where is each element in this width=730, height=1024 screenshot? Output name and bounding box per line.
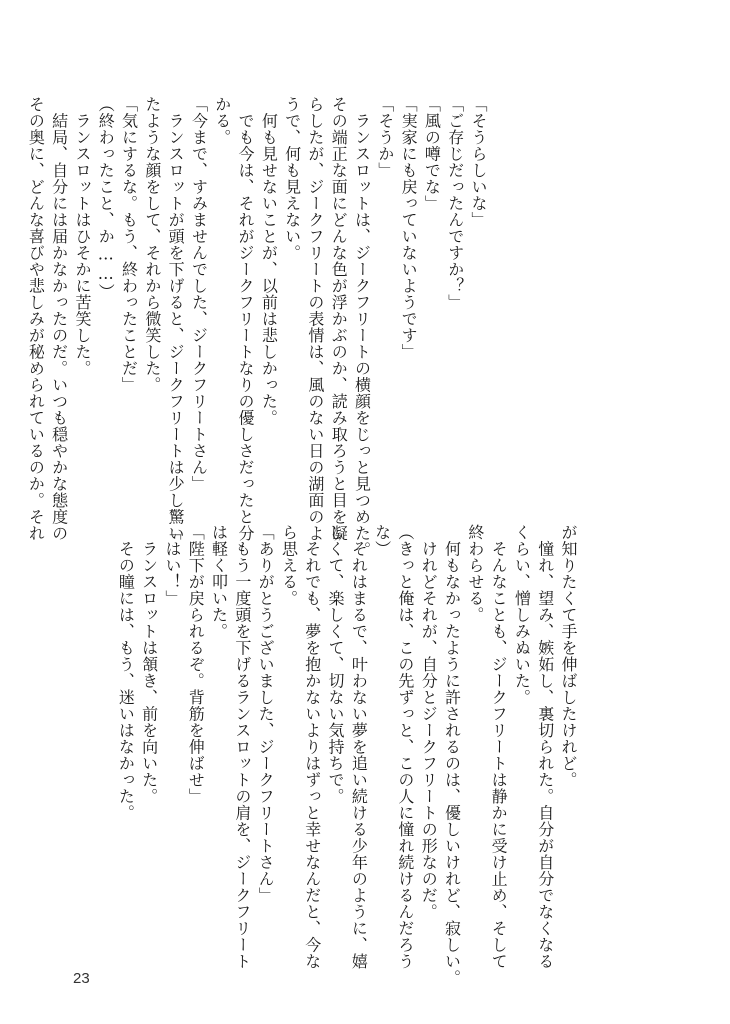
text-line: 憧れ、望み、嫉妬し、裏切られた。自分が自分でなくなる <box>535 524 555 970</box>
text-line: ランスロットは、ジークフリートの横顔をじっと見つめた。 <box>352 96 372 558</box>
text-line: たような顔をして、それから微笑した。 <box>142 96 162 393</box>
text-line: 何もなかったように許されるのは、優しいけれど、寂しい。 <box>442 524 462 986</box>
text-line: しくて、楽しくて、切ない気持ちで。 <box>326 524 346 805</box>
text-line: 「そうか」 <box>375 96 395 179</box>
text-line: 「ありがとうございました、ジークフリートさん」 <box>256 524 276 904</box>
text-line: ランスロットはひそかに苦笑した。 <box>72 96 92 377</box>
text-line: （きっと俺は、この先ずっと、この人に憧れ続けるんだろう <box>395 524 415 970</box>
text-line: ら思える。 <box>279 524 299 607</box>
text-line: もう一度頭を下げるランスロットの肩を、ジークフリート <box>232 524 252 970</box>
text-line: 「風の噂でな」 <box>422 96 442 212</box>
text-line: ランスロットは頷き、前を向いた。 <box>139 524 159 805</box>
text-line: それでも、夢を抱かないよりはずっと幸せなんだと、今な <box>302 524 322 970</box>
text-line: かる。 <box>212 96 232 146</box>
text-line: その端正な面にどんな色が浮かぶのか、読み取ろうと目を凝 <box>329 96 349 542</box>
lower-text-block <box>114 524 580 986</box>
text-line: それはまるで、叶わない夢を追い続ける少年のように、嬉 <box>349 524 369 970</box>
text-line: けれどそれが、自分とジークフリートの形なのだ。 <box>419 524 439 920</box>
text-line: うで、何も見えない。 <box>282 96 302 261</box>
text-line: 結局、自分には届かなかったのだ。いつも穏やかな態度の <box>49 96 69 542</box>
upper-text-block <box>24 96 490 558</box>
text-line: 「今まで、すみませんでした、ジークフリートさん」 <box>189 96 209 492</box>
text-line: な） <box>372 524 392 557</box>
text-line: 「実家にも戻っていないようです」 <box>399 96 419 360</box>
text-line: くらい、憎しみぬいた。 <box>512 524 532 706</box>
text-line: は軽く叩いた。 <box>209 524 229 640</box>
text-line: 何も見せないことが、以前は悲しかった。 <box>259 96 279 426</box>
text-line: その瞳には、もう、迷いはなかった。 <box>116 524 136 821</box>
text-line: 「そうらしいな」 <box>469 96 488 228</box>
text-line: 「はい！」 <box>162 524 182 607</box>
text-line: が知りたくて手を伸ばしたけれど。 <box>559 524 578 788</box>
text-line: 「陛下が戻られるぞ。背筋を伸ばせ」 <box>186 524 206 805</box>
text-line: そんなことも、ジークフリートは静かに受け止め、そして <box>489 524 509 970</box>
text-line: その奥に、どんな喜びや悲しみが秘められているのか。それ <box>26 96 46 542</box>
text-line: （終わったこと、か……） <box>96 96 116 300</box>
text-line: 終わらせる。 <box>465 524 485 623</box>
text-line: ランスロットが頭を下げると、ジークフリートは少し驚い <box>166 96 186 542</box>
page-number: 23 <box>73 970 90 987</box>
text-line: でも今は、それがジークフリートなりの優しさだったと分 <box>236 96 256 542</box>
text-line: らしたが、ジークフリートの表情は、風のない日の湖面のよ <box>305 96 325 542</box>
text-line: 「ご存じだったんですか？」 <box>445 96 465 311</box>
text-line: 「気にするな。もう、終わったことだ」 <box>119 96 139 393</box>
